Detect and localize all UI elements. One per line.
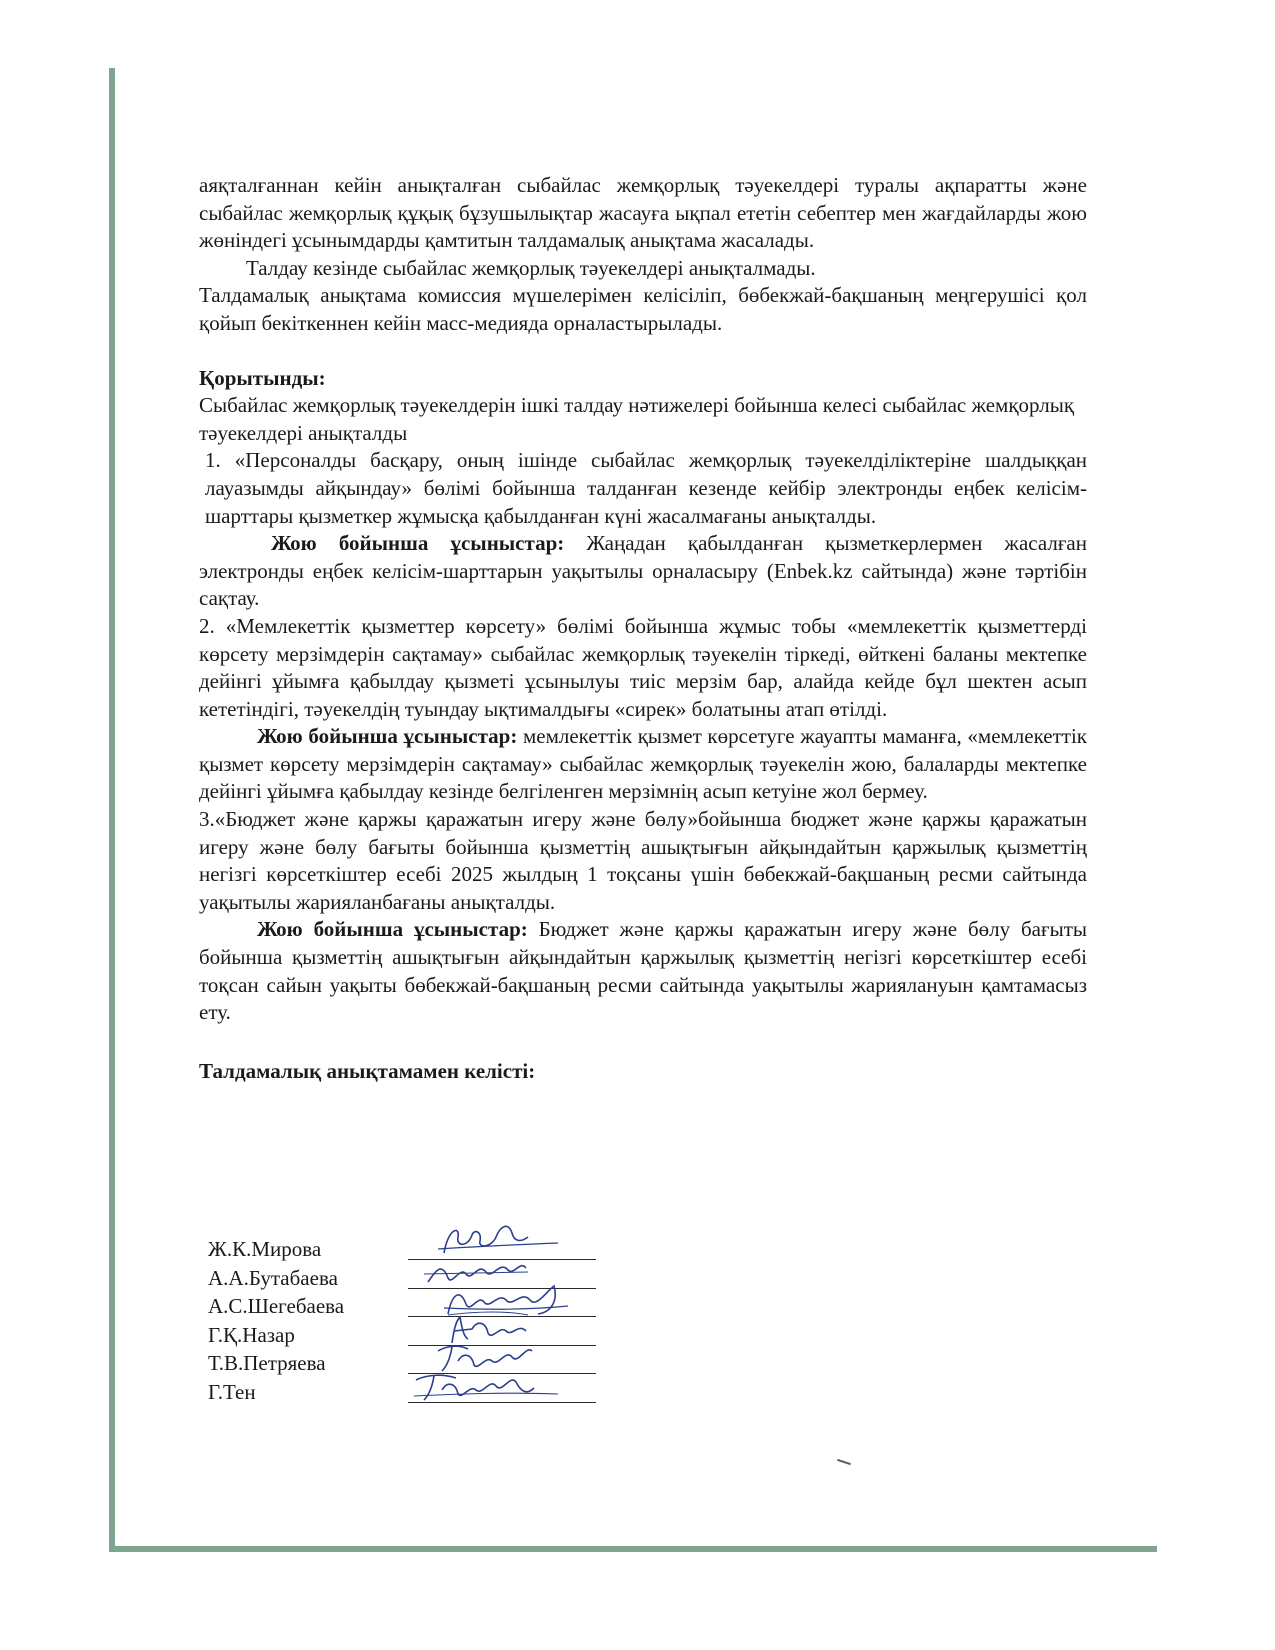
signatory-name: Г.Қ.Назар (208, 1322, 295, 1347)
recommendation-text: мемлекеттік қызмет көрсетуге жауапты маманға, «мемлекеттік қызмет көрсету мерзімдерін сақтамау» сыбайлас жемқорлық тәуекелін жою, балаларды мектепке дейінгі ұйымға қабылдау кезінде белгіленген мерзімнің асып кетуіне жол бермеу. (199, 724, 1087, 804)
intro-paragraph: аяқталғаннан кейін анықталған сыбайлас жемқорлық тәуекелдері туралы ақпаратты және сыбайлас жемқорлық құқық бұзушылықтар жасауға ықпал ететін себептер мен жағдайларды жою жөніндегі ұсынымдарды қамтитын талдамалық анықтама жасалады. (199, 173, 1087, 253)
recommendation-label: Жою бойынша ұсыныстар: (271, 531, 565, 556)
signature-block (208, 1235, 628, 1407)
recommendation-label: Жою бойынша ұсыныстар: (257, 917, 528, 942)
finding-3-text: 3.«Бюджет және қаржы қаражатын игеру және бөлу»бойынша бюджет және қаржы қаражатын игеру және бөлу бағыты бойынша қызметтің ашықтығын айқындайтын қаржылық қызметтің негізгі көрсеткіштер есебі 2025 жылдың 1 тоқсаны үшін бөбекжай-бақшаның ресми сайтында уақытылы жарияланбағаны анықталды. (199, 807, 1087, 914)
no-risks-line: Талдау кезінде сыбайлас жемқорлық тәуекелдері анықталмады. (246, 255, 816, 280)
scan-bottom-edge (109, 1546, 1157, 1552)
signatory-name: А.С.Шегебаева (208, 1294, 345, 1319)
recommendation-text: Бюджет және қаржы қаражатын игеру және бөлу бағыты бойынша қызметтің ашықтығын айқындайтын қаржылық қызметтің негізгі көрсеткіштер есебі тоқсан сайын уақыты бөбекжай-бақшаның ресми сайтында уақытылы жариялануын қамтамасыз ету. (199, 917, 1087, 1025)
recommendation-label: Жою бойынша ұсыныстар: (257, 724, 518, 749)
finding-1-recommendation (199, 530, 1087, 613)
document-body (199, 172, 1087, 1085)
finding-1-text: 1. «Персоналды басқару, оның ішінде сыбайлас жемқорлық тәуекелділіктеріне шалдыққан лауазымды айқындау» бөлімі бойынша талданған кезенде кейбір электронды еңбек келісім-шарттары қызметкер жұмысқа қабылданған күні жасалмағаны анықталды. (205, 448, 1087, 528)
signatory-name: А.А.Бутабаева (208, 1265, 338, 1290)
approval-paragraph: Талдамалық анықтама комиссия мүшелерімен келісіліп, бөбекжай-бақшаның меңгерушісі қол қойып бекіткеннен кейін масс-медияда орналастырылады. (199, 283, 1087, 335)
scan-speck (837, 1459, 851, 1465)
agreed-heading: Талдамалық анықтамамен келісті: (199, 1058, 536, 1083)
signatory-name: Г.Тен (208, 1379, 256, 1404)
conclusion-intro: Сыбайлас жемқорлық тәуекелдерін ішкі талдау нәтижелері бойынша келесі сыбайлас жемқорлық тәуекелдері анықталды (199, 393, 1075, 445)
scan-left-edge (109, 68, 115, 1550)
signatory-name: Т.В.Петряева (208, 1351, 326, 1376)
signatory-name: Ж.К.Мирова (208, 1237, 322, 1261)
handwritten-signature (408, 1366, 598, 1406)
conclusion-heading: Қорытынды: (199, 365, 326, 390)
finding-3-recommendation (199, 916, 1087, 1026)
finding-2-text: 2. «Мемлекеттік қызметтер көрсету» бөлімі бойынша жұмыс тобы «мемлекеттік қызметтерді көрсету мерзімдерін сақтамау» сыбайлас жемқорлық тәуекелін тіркеді, өйткені баланы мектепке дейінгі ұйымға қабылдау қызметі ұсынылуы тиіс мерзім бар, алайда кейде бұл шектен асып кететіндігі, тәуекелдің туындау ықтималдығы «сирек» болатыны атап өтілді. (199, 613, 1087, 721)
finding-2-recommendation (199, 723, 1087, 806)
recommendation-text: Жаңадан қабылданған қызметкерлермен жасалған электронды еңбек келісім-шарттарын уақытылы орналасыру (Enbek.kz сайтында) және тәртібін сақтау. (199, 531, 1087, 611)
signature-row (208, 1378, 628, 1407)
